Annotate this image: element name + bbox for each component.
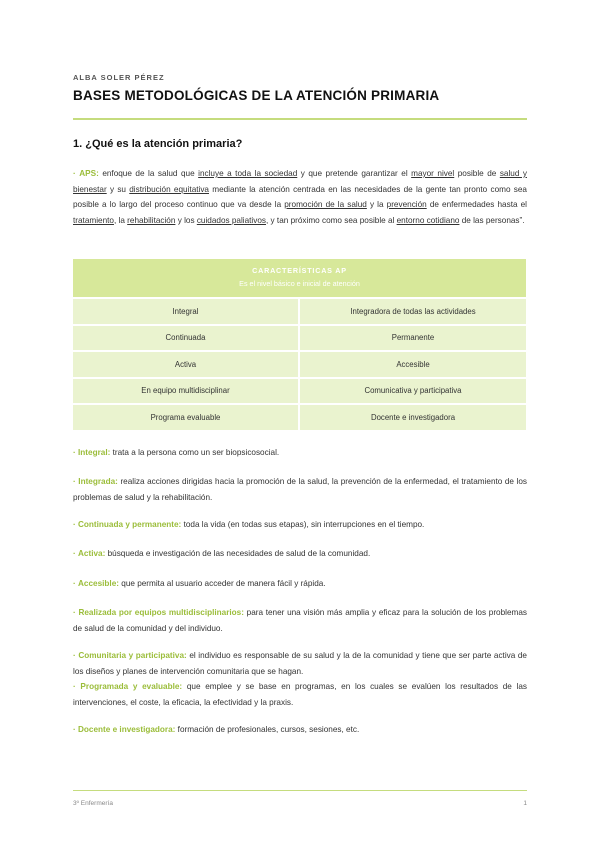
table-cell: Integradora de todas las actividades — [300, 299, 526, 324]
list-item: · Docente e investigadora: formación de profesionales, cursos, sesiones, etc. — [73, 725, 360, 734]
bullet-icon: · — [73, 448, 76, 457]
table-cell: Integral — [73, 299, 298, 324]
bullet-icon: · — [73, 725, 76, 734]
list-item: · Integrada: realiza acciones dirigidas hacia la promoción de la salud, la prevención de la enfermedad, el tratamiento de los problemas de salud y la rehabilitación. — [73, 477, 527, 502]
list-item: · Realizada por equipos multidisciplinarios: para tener una visión más amplia y eficaz para la solución de los problemas de salud de la comunidad y del individuo. — [73, 608, 527, 633]
bullet-icon: · — [73, 579, 76, 588]
table-cell: Activa — [73, 352, 298, 377]
author-name: ALBA SOLER PÉREZ — [73, 73, 165, 82]
bullet-icon: · — [73, 169, 76, 178]
table-cell: Docente e investigadora — [300, 405, 526, 430]
table-cell: Comunicativa y participativa — [300, 379, 526, 404]
list-item: · Programada y evaluable: que emplee y se base en programas, en los cuales se evalúen los resultados de las intervenciones, el coste, la eficacia, la efectividad y la praxis. — [73, 682, 527, 707]
table-cell: Permanente — [300, 326, 526, 351]
list-item: · Activa: búsqueda e investigación de las necesidades de salud de la comunidad. — [73, 549, 371, 558]
header-divider — [73, 118, 527, 120]
bullet-icon: · — [73, 682, 76, 691]
list-item: · Integral: trata a la persona como un ser biopsicosocial. — [73, 448, 280, 457]
table-cell: Accesible — [300, 352, 526, 377]
page-number: 1 — [523, 800, 527, 807]
footer-course: 3º Enfermería — [73, 800, 113, 807]
document-page — [73, 0, 527, 848]
section-title: 1. ¿Qué es la atención primaria? — [73, 138, 243, 150]
term-aps: APS: — [79, 169, 99, 178]
bullet-icon: · — [73, 608, 76, 617]
list-item: · Continuada y permanente: toda la vida (en todas sus etapas), sin interrupciones en el tiempo. — [73, 520, 425, 529]
footer-divider — [73, 790, 527, 791]
table-cell: Programa evaluable — [73, 405, 298, 430]
table-title: CARACTERÍSTICAS AP — [252, 266, 347, 275]
characteristics-table — [73, 259, 526, 429]
bullet-icon: · — [73, 549, 76, 558]
table-subtitle: Es el nivel básico e inicial de atención — [239, 279, 360, 288]
table-cell: Continuada — [73, 326, 298, 351]
document-title: BASES METODOLÓGICAS DE LA ATENCIÓN PRIMARIA — [73, 88, 440, 103]
list-item: · Comunitaria y participativa: el individuo es responsable de su salud y la de la comunidad y tiene que ser parte activa de los diseños y planes de intervención comunitaria que se hagan. — [73, 651, 527, 676]
table-cell: En equipo multidisciplinar — [73, 379, 298, 404]
list-item: · Accesible: que permita al usuario acceder de manera fácil y rápida. — [73, 579, 326, 588]
intro-paragraph: · APS: enfoque de la salud que incluye a toda la sociedad y que pretende garantizar el mayor nivel posible de salud y bienestar y su distribución equitativa mediante la atención centrada en las necesidades de la gente tan pronto como sea posible a lo largo del proceso continuo que va desde la promoción de la salud y la prevención de enfermedades hasta el tratamiento, la rehabilitación y los cuidados paliativos, y tan próximo como sea posible al entorno cotidiano de las personas”. — [73, 169, 527, 225]
bullet-icon: · — [73, 520, 76, 529]
table-header — [73, 259, 526, 297]
bullet-icon: · — [73, 477, 76, 486]
bullet-icon: · — [73, 651, 76, 660]
